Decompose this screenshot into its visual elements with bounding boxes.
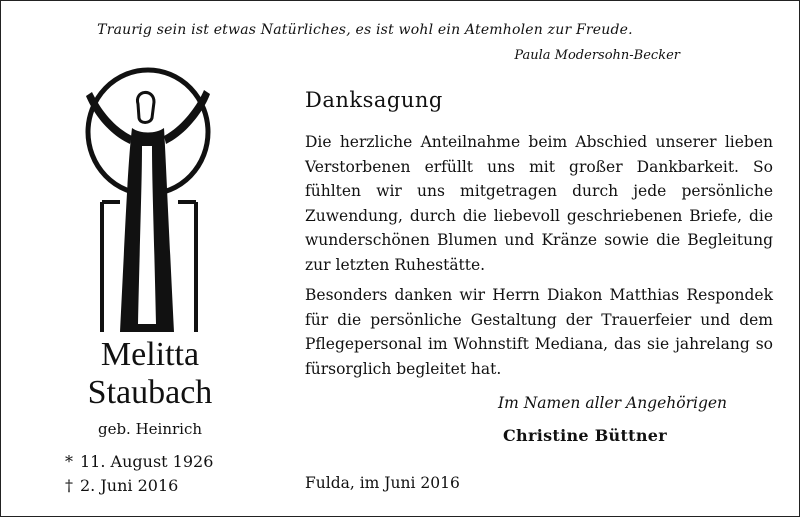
figure-in-circle-icon bbox=[82, 62, 232, 332]
death-date: 2. Juni 2016 bbox=[80, 476, 179, 495]
quote-text: Traurig sein ist etwas Natürliches, es ist wohl ein Atemholen zur Freude. bbox=[97, 22, 633, 38]
thanks-paragraph-2: Besonders danken wir Herrn Diakon Matthias Respondek für die persönliche Gestaltung der Trauerfeier und dem Pflegepersonal im Wohnstift Mediana, das sie jahrelang so fürsorglich begleitet hat. bbox=[305, 286, 773, 378]
birth-row bbox=[58, 450, 258, 474]
closing-line: Im Namen aller Angehörigen bbox=[498, 394, 728, 412]
death-symbol: † bbox=[65, 476, 73, 495]
deceased-last-name: Staubach bbox=[87, 374, 213, 411]
maiden-name: geb. Heinrich bbox=[97, 420, 203, 438]
birth-date: 11. August 1926 bbox=[80, 452, 214, 471]
deceased-first-name: Melitta bbox=[100, 336, 200, 373]
deceased-name bbox=[30, 336, 270, 412]
death-row bbox=[58, 474, 258, 498]
quote-author: Paula Modersohn-Becker bbox=[514, 48, 680, 63]
life-dates bbox=[58, 450, 258, 498]
birth-symbol: * bbox=[65, 452, 73, 471]
thanks-paragraph-1: Die herzliche Anteilnahme beim Abschied unserer lieben Verstorbenen erfüllt uns mit großer Dankbarkeit. So fühlten wir uns mitgetragen durch jede persönliche Zuwendung, durch die liebevoll geschriebenen Briefe, die wunderschönen Blumen und Kränze sowie die Begleitung zur letzten Ruhestätte. bbox=[305, 133, 773, 274]
place-date: Fulda, im Juni 2016 bbox=[305, 474, 460, 492]
notice-heading: Danksagung bbox=[305, 88, 443, 112]
signer-name: Christine Büttner bbox=[503, 426, 668, 445]
